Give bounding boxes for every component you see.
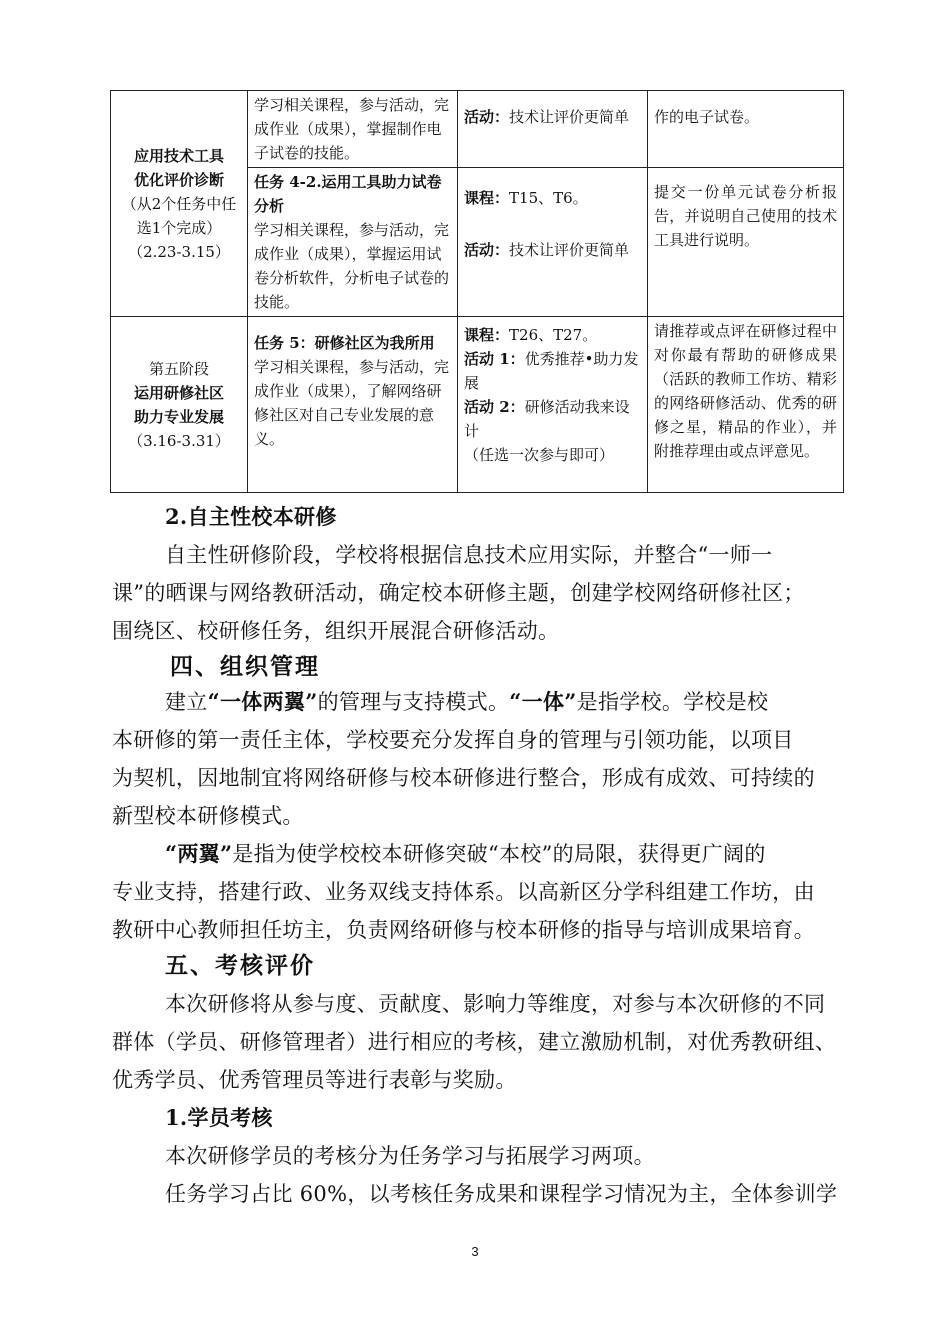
text-run: 是指学校。学校是校 xyxy=(576,690,769,714)
stage-title: 应用技术工具 xyxy=(133,146,224,165)
task-desc: 学习相关课程，参与活动，完成作业（成果），掌握制作电子试卷的技能。 xyxy=(254,96,450,162)
activity-label: 活动 2： xyxy=(464,398,525,416)
paragraph-line xyxy=(165,686,855,716)
task-desc: 学习相关课程，参与活动，完成作业（成果），了解网络研修社区对自己专业发展的意义。 xyxy=(254,358,450,448)
paragraph-line: 专业支持，搭建行政、业务双线支持体系。以高新区分学科组建工作坊，由 xyxy=(112,880,815,904)
page-number: 3 xyxy=(471,1244,479,1259)
paragraph-line: 教研中心教师担任坊主，负责网络研修与校本研修的指导与培训成果培育。 xyxy=(112,918,815,942)
stage-note: 选1个完成） xyxy=(136,218,222,237)
text-run-bold: “两翼” xyxy=(165,841,233,866)
stage-title: 运用研修社区 xyxy=(133,383,224,402)
stage-note: （从2个任务中任 xyxy=(121,194,237,213)
paragraph-line: 本次研修学员的考核分为任务学习与拓展学习两项。 xyxy=(165,1144,655,1168)
output-text: 提交一份单元试卷分析报告，并说明自己使用的技术工具进行说明。 xyxy=(654,183,837,249)
table-row xyxy=(111,91,844,168)
paragraph-line: 群体（学员、研修管理者）进行相应的考核，建立激励机制，对优秀教研组、 xyxy=(112,1030,837,1054)
text-run: 的管理与支持模式。 xyxy=(317,690,510,714)
section-heading: 五、考核评价 xyxy=(165,952,315,979)
task-cell xyxy=(248,91,458,168)
task-desc: 学习相关课程，参与活动，完成作业（成果），掌握运用试卷分析软件，分析电子试卷的技能。 xyxy=(254,221,450,311)
paragraph-line: 课”的晒课与网络教研活动，确定校本研修主题，创建学校网络研修社区； xyxy=(112,581,805,605)
activity-text: 技术让评价更简单 xyxy=(509,108,630,126)
task-cell xyxy=(248,317,458,493)
section-heading: 四、组织管理 xyxy=(170,653,320,680)
output-text: 作的电子试卷。 xyxy=(654,108,760,126)
course-label: 课程： xyxy=(464,189,510,207)
section-heading: 2.自主性校本研修 xyxy=(165,504,337,529)
output-cell xyxy=(648,91,844,168)
course-text: T15、T6。 xyxy=(509,189,588,207)
activity-text: 技术让评价更简单 xyxy=(509,241,630,259)
activity-cell xyxy=(458,91,648,168)
course-text: T26、T27。 xyxy=(509,326,598,344)
task-table xyxy=(110,90,844,493)
text-run: 是指为使学校校本研修突破“本校”的局限，获得更广阔的 xyxy=(232,842,766,866)
activity-note: （任选一次参与即可） xyxy=(464,446,615,464)
sub-heading: 1.学员考核 xyxy=(165,1105,273,1130)
text-run: 建立 xyxy=(165,690,208,714)
stage-dates: （2.23-3.15） xyxy=(128,242,230,261)
output-cell xyxy=(648,317,844,493)
task-cell xyxy=(248,168,458,317)
paragraph-line: 优秀学员、优秀管理员等进行表彰与奖励。 xyxy=(112,1068,517,1092)
text-run-bold: “一体” xyxy=(509,689,577,714)
activity-label: 活动： xyxy=(464,241,510,259)
table-row xyxy=(111,317,844,493)
activity-label: 活动 1： xyxy=(464,350,525,368)
task-title: 任务 5：研修社区为我所用 xyxy=(254,334,435,352)
course-label: 课程： xyxy=(464,326,510,344)
paragraph-line: 本研修的第一责任主体，学校要充分发挥自身的管理与引领功能，以项目 xyxy=(112,728,794,752)
stage-cell xyxy=(111,91,248,317)
stage-dates: （3.16-3.31） xyxy=(128,431,230,450)
paragraph-line: 本次研修将从参与度、贡献度、影响力等维度，对参与本次研修的不同 xyxy=(165,992,826,1016)
stage-title: 助力专业发展 xyxy=(133,407,224,426)
activity-label: 活动： xyxy=(464,108,510,126)
paragraph-line: 自主性研修阶段，学校将根据信息技术应用实际，并整合“一师一 xyxy=(165,543,773,567)
paragraph-line: 任务学习占比 60%，以考核任务成果和课程学习情况为主，全体参训学 xyxy=(165,1182,838,1206)
paragraph-line: 围绕区、校研修任务，组织开展混合研修活动。 xyxy=(112,619,560,643)
paragraph-line xyxy=(165,838,855,868)
paragraph-line: 为契机，因地制宜将网络研修与校本研修进行整合，形成有成效、可持续的 xyxy=(112,766,815,790)
paragraph-line: 新型校本研修模式。 xyxy=(112,804,304,828)
output-cell xyxy=(648,168,844,317)
stage-cell xyxy=(111,317,248,493)
activity-cell xyxy=(458,317,648,493)
text-run-bold: “一体两翼” xyxy=(207,689,318,714)
output-text: 请推荐或点评在研修过程中对你最有帮助的研修成果（活跃的教师工作坊、精彩的网络研修活动、优秀的研修之星，精品的作业），并附推荐理由或点评意见。 xyxy=(654,322,837,460)
activity-cell xyxy=(458,168,648,317)
stage-title: 优化评价诊断 xyxy=(133,170,224,189)
activity-text: 优秀推荐•助力发展 xyxy=(464,350,639,392)
activity-text: 研修活动我来设计 xyxy=(464,398,630,440)
stage-label: 第五阶段 xyxy=(148,359,209,378)
task-title: 任务 4-2.运用工具助力试卷分析 xyxy=(254,173,442,215)
